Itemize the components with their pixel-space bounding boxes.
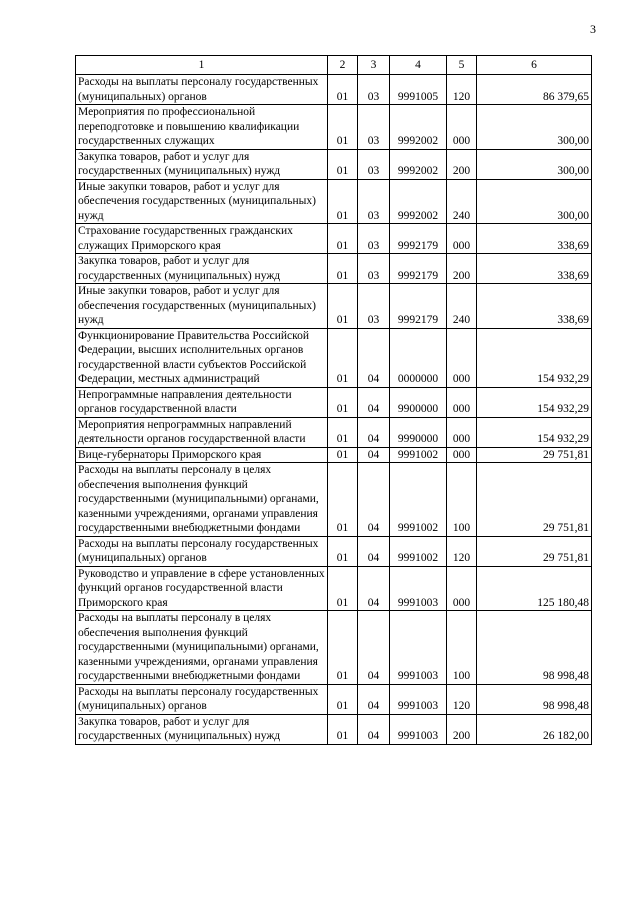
row-amount: 29 751,81: [477, 447, 592, 463]
row-target-article-code: 0000000: [390, 328, 447, 387]
table-row: [76, 417, 592, 447]
table-row: [76, 224, 592, 254]
row-description: Расходы на выплаты персоналу в целях обеспечения выполнения функций государственными (муниципальными) органами, казенными учреждениями, органами управления государственными внебюджетными фондами: [76, 463, 328, 537]
row-section-code: 01: [328, 447, 358, 463]
row-description: Иные закупки товаров, работ и услуг для обеспечения государственных (муниципальных) нужд: [76, 284, 328, 329]
row-amount: 300,00: [477, 179, 592, 224]
row-description: Закупка товаров, работ и услуг для государственных (муниципальных) нужд: [76, 254, 328, 284]
row-expense-type-code: 000: [447, 417, 477, 447]
row-subsection-code: 03: [358, 75, 390, 105]
row-expense-type-code: 000: [447, 387, 477, 417]
row-section-code: 01: [328, 684, 358, 714]
row-section-code: 01: [328, 254, 358, 284]
row-description: Расходы на выплаты персоналу государственных (муниципальных) органов: [76, 536, 328, 566]
table-row: [76, 447, 592, 463]
header-col-6: 6: [477, 56, 592, 75]
row-description: Иные закупки товаров, работ и услуг для обеспечения государственных (муниципальных) нужд: [76, 179, 328, 224]
row-subsection-code: 04: [358, 447, 390, 463]
row-description: Мероприятия по профессиональной переподготовке и повышению квалификации государственных служащих: [76, 105, 328, 150]
row-description: Непрограммные направления деятельности органов государственной власти: [76, 387, 328, 417]
row-target-article-code: 9991003: [390, 611, 447, 685]
row-target-article-code: 9990000: [390, 417, 447, 447]
row-expense-type-code: 000: [447, 105, 477, 150]
header-col-5: 5: [447, 56, 477, 75]
page-number: 3: [590, 22, 596, 36]
row-amount: 300,00: [477, 149, 592, 179]
table-row: [76, 105, 592, 150]
table-row: [76, 149, 592, 179]
row-description: Руководство и управление в сфере установленных функций органов государственной власти Приморского края: [76, 566, 328, 611]
row-section-code: 01: [328, 224, 358, 254]
table-row: [76, 536, 592, 566]
row-amount: 338,69: [477, 284, 592, 329]
row-expense-type-code: 120: [447, 536, 477, 566]
row-amount: 338,69: [477, 224, 592, 254]
row-subsection-code: 04: [358, 566, 390, 611]
row-section-code: 01: [328, 105, 358, 150]
row-subsection-code: 03: [358, 284, 390, 329]
row-expense-type-code: 000: [447, 566, 477, 611]
row-target-article-code: 9992002: [390, 149, 447, 179]
row-section-code: 01: [328, 536, 358, 566]
row-amount: 26 182,00: [477, 714, 592, 744]
header-col-2: 2: [328, 56, 358, 75]
row-amount: 125 180,48: [477, 566, 592, 611]
row-target-article-code: 9992179: [390, 224, 447, 254]
row-description: Функционирование Правительства Российской Федерации, высших исполнительных органов государственной власти субъектов Российской Федерации, местных администраций: [76, 328, 328, 387]
row-target-article-code: 9991003: [390, 714, 447, 744]
table-row: [76, 463, 592, 537]
table-row: [76, 284, 592, 329]
row-section-code: 01: [328, 179, 358, 224]
row-target-article-code: 9991005: [390, 75, 447, 105]
row-expense-type-code: 100: [447, 611, 477, 685]
row-amount: 86 379,65: [477, 75, 592, 105]
row-amount: 29 751,81: [477, 536, 592, 566]
row-section-code: 01: [328, 611, 358, 685]
row-amount: 154 932,29: [477, 387, 592, 417]
row-expense-type-code: 200: [447, 714, 477, 744]
row-subsection-code: 04: [358, 684, 390, 714]
row-expense-type-code: 240: [447, 179, 477, 224]
table-row: [76, 714, 592, 744]
row-target-article-code: 9992179: [390, 254, 447, 284]
table-row: [76, 254, 592, 284]
row-subsection-code: 03: [358, 179, 390, 224]
table-row: [76, 387, 592, 417]
row-description: Расходы на выплаты персоналу в целях обеспечения выполнения функций государственными (муниципальными) органами, казенными учреждениями, органами управления государственными внебюджетными фондами: [76, 611, 328, 685]
row-section-code: 01: [328, 387, 358, 417]
row-section-code: 01: [328, 463, 358, 537]
row-subsection-code: 04: [358, 387, 390, 417]
row-amount: 154 932,29: [477, 328, 592, 387]
row-description: Страхование государственных гражданских служащих Приморского края: [76, 224, 328, 254]
row-subsection-code: 04: [358, 328, 390, 387]
table-row: [76, 566, 592, 611]
row-target-article-code: 9991003: [390, 566, 447, 611]
table-row: [76, 611, 592, 685]
row-expense-type-code: 000: [447, 447, 477, 463]
row-description: Расходы на выплаты персоналу государственных (муниципальных) органов: [76, 684, 328, 714]
row-expense-type-code: 200: [447, 149, 477, 179]
row-subsection-code: 04: [358, 714, 390, 744]
row-description: Вице-губернаторы Приморского края: [76, 447, 328, 463]
row-expense-type-code: 120: [447, 75, 477, 105]
row-section-code: 01: [328, 284, 358, 329]
header-col-4: 4: [390, 56, 447, 75]
header-col-1: 1: [76, 56, 328, 75]
table-row: [76, 328, 592, 387]
row-target-article-code: 9992002: [390, 105, 447, 150]
row-expense-type-code: 240: [447, 284, 477, 329]
row-subsection-code: 04: [358, 463, 390, 537]
row-section-code: 01: [328, 75, 358, 105]
row-target-article-code: 9992002: [390, 179, 447, 224]
row-description: Мероприятия непрограммных направлений деятельности органов государственной власти: [76, 417, 328, 447]
row-description: Закупка товаров, работ и услуг для государственных (муниципальных) нужд: [76, 149, 328, 179]
row-section-code: 01: [328, 149, 358, 179]
row-subsection-code: 03: [358, 149, 390, 179]
row-subsection-code: 03: [358, 224, 390, 254]
row-subsection-code: 04: [358, 536, 390, 566]
row-expense-type-code: 000: [447, 224, 477, 254]
row-target-article-code: 9900000: [390, 387, 447, 417]
row-description: Закупка товаров, работ и услуг для государственных (муниципальных) нужд: [76, 714, 328, 744]
row-amount: 300,00: [477, 105, 592, 150]
table-row: [76, 684, 592, 714]
row-expense-type-code: 000: [447, 328, 477, 387]
row-section-code: 01: [328, 417, 358, 447]
row-expense-type-code: 100: [447, 463, 477, 537]
row-subsection-code: 03: [358, 254, 390, 284]
row-amount: 338,69: [477, 254, 592, 284]
row-expense-type-code: 200: [447, 254, 477, 284]
table-row: [76, 75, 592, 105]
row-expense-type-code: 120: [447, 684, 477, 714]
row-section-code: 01: [328, 714, 358, 744]
row-subsection-code: 04: [358, 611, 390, 685]
row-section-code: 01: [328, 566, 358, 611]
row-subsection-code: 04: [358, 417, 390, 447]
row-target-article-code: 9991002: [390, 463, 447, 537]
budget-table: [75, 55, 592, 745]
row-amount: 98 998,48: [477, 611, 592, 685]
table-row: [76, 179, 592, 224]
row-target-article-code: 9991003: [390, 684, 447, 714]
row-target-article-code: 9992179: [390, 284, 447, 329]
row-amount: 98 998,48: [477, 684, 592, 714]
row-amount: 154 932,29: [477, 417, 592, 447]
row-description: Расходы на выплаты персоналу государственных (муниципальных) органов: [76, 75, 328, 105]
row-subsection-code: 03: [358, 105, 390, 150]
table-body: [76, 75, 592, 745]
header-col-3: 3: [358, 56, 390, 75]
row-target-article-code: 9991002: [390, 447, 447, 463]
header-row: [76, 56, 592, 75]
row-target-article-code: 9991002: [390, 536, 447, 566]
row-amount: 29 751,81: [477, 463, 592, 537]
row-section-code: 01: [328, 328, 358, 387]
